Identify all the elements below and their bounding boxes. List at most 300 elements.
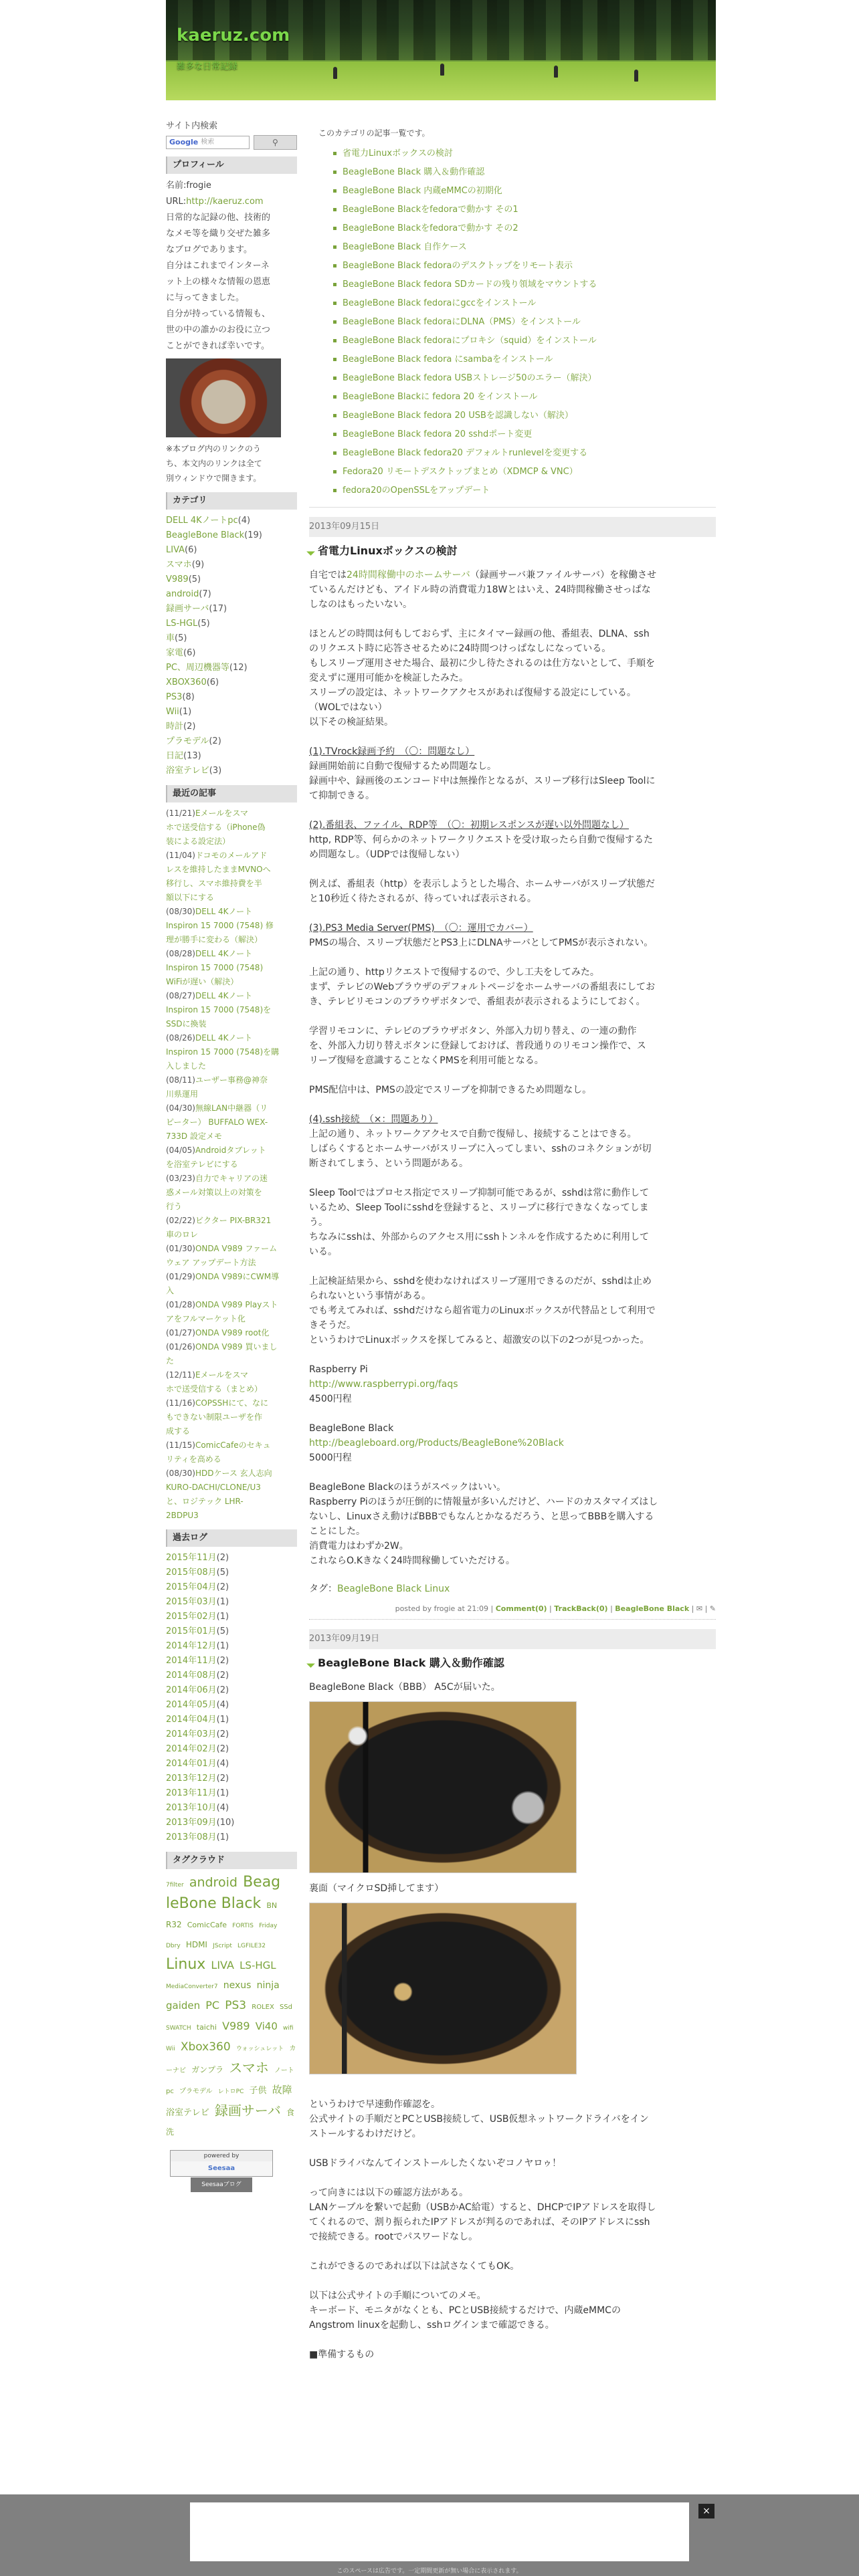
recent-post-title: ビクター PIX-BR321: [195, 1216, 272, 1225]
category-name: PS3: [166, 692, 183, 702]
tag-cloud-item[interactable]: 子供: [249, 2086, 267, 2096]
header-person-2: [440, 64, 444, 76]
sidebar: [166, 119, 297, 2188]
recent-post-title: 成する: [166, 1426, 191, 1436]
tag-cloud-item[interactable]: 食洗: [166, 2108, 295, 2137]
tag-cloud-item[interactable]: PS3: [225, 1999, 247, 2012]
close-icon[interactable]: ×: [698, 2504, 714, 2518]
sidebar-category-link[interactable]: [166, 764, 297, 778]
recent-post-date: (01/27): [166, 1328, 195, 1337]
recent-post-title: Inspiron 15 7000 (7548)を: [166, 1005, 272, 1014]
archive-link[interactable]: [166, 1566, 297, 1580]
archive-count: (10): [216, 1818, 235, 1828]
post-paragraph: [309, 1186, 716, 1259]
product-price: 4500円程: [309, 1394, 352, 1404]
recent-post-title: ドコモのメールアド: [195, 851, 268, 860]
post-line: いる。: [309, 1247, 337, 1257]
recent-post-line[interactable]: [166, 1481, 297, 1495]
tag-cloud-item[interactable]: Wii: [166, 2046, 175, 2052]
category-count: (5): [197, 619, 210, 629]
post-paragraph: [309, 1480, 716, 1568]
recent-post-line[interactable]: [166, 1424, 297, 1438]
recent-post-title: を浴室テレビにする: [166, 1160, 238, 1169]
recent-post-title: ONDA V989 買いまし: [195, 1342, 278, 1352]
category-article-link[interactable]: BeagleBone Black fedoraにプロキシ（squid）をインストール: [343, 332, 716, 350]
ad-overlay: [0, 2494, 859, 2576]
sidebar-category-link[interactable]: [166, 690, 297, 705]
recent-post-date: (08/28): [166, 949, 195, 958]
post-line: てくれるので、割り振られたIPアドレスが判るのであれば、そのIPアドレスにssh: [309, 2217, 650, 2228]
recent-post-title: レスを維持したままMVNOへ: [166, 865, 271, 874]
profile-url-link[interactable]: http://kaeruz.com: [186, 197, 264, 207]
tag-cloud-item[interactable]: leBone Black: [166, 1895, 262, 1912]
recent-post-line[interactable]: [166, 1453, 297, 1467]
recent-post-line[interactable]: [166, 877, 297, 891]
archive-link[interactable]: [166, 1610, 297, 1624]
recent-post-line[interactable]: [166, 1438, 297, 1453]
post-title: [308, 544, 716, 558]
category-article-link[interactable]: BeagleBone Blackをfedoraで動かす その2: [343, 219, 716, 238]
category-name: LS-HGL: [166, 619, 198, 629]
recent-post-title: と、ロジテック LHR-: [166, 1497, 244, 1506]
home-server-link[interactable]: 24時間稼働中のホームサーバ: [347, 570, 470, 580]
sidebar-category-link[interactable]: [166, 720, 297, 734]
recent-post-line[interactable]: [166, 835, 297, 849]
site-title[interactable]: kaeruz.com: [177, 25, 290, 45]
post-line: 学習リモコンに、テレビのブラウザボタン、外部入力切り替え、の一連の動作: [309, 1026, 637, 1037]
category-count: (8): [182, 692, 195, 702]
recent-post-line[interactable]: [166, 807, 297, 821]
tag-cloud-item[interactable]: HDMI: [185, 1940, 207, 1949]
tag-cloud-item[interactable]: プラモデル: [179, 2088, 213, 2095]
post-line: しなのはもったいない。: [309, 599, 412, 610]
tag-cloud-item[interactable]: android: [189, 1875, 237, 1890]
post-paragraph: [309, 2288, 716, 2333]
recent-post-line[interactable]: [166, 1031, 297, 1045]
recent-post-title: 行う: [166, 1202, 183, 1211]
recent-post-date: (04/05): [166, 1146, 195, 1155]
archive-month: 2015年01月: [166, 1626, 217, 1636]
recent-post-line[interactable]: [166, 905, 297, 919]
recent-post-title: KURO-DACHI/CLONE/U3: [166, 1483, 261, 1492]
search-icon: ⚲: [272, 138, 278, 147]
recent-post-title: ピーター） BUFFALO WEX-: [166, 1117, 268, 1127]
post-line: BeagleBone Blackのほうがスペックはいい。: [309, 1482, 506, 1493]
post-paragraph: [309, 627, 716, 730]
recent-post-line[interactable]: [166, 1368, 297, 1382]
archive-count: (2): [216, 1774, 229, 1784]
recent-post-title: Inspiron 15 7000 (7548) 修: [166, 921, 274, 930]
category-name: 録画サーバ: [166, 604, 209, 614]
archive-link[interactable]: [166, 1683, 297, 1698]
archive-link[interactable]: [166, 1742, 297, 1757]
post-line: を、外部入力切り替えボタンに登録しておけば、普段通りのリモコン操作で、ス: [309, 1041, 646, 1051]
tag-cloud-item[interactable]: gaiden: [166, 2000, 201, 2012]
tag-cloud-item[interactable]: ROLEX: [252, 2004, 274, 2011]
archive-link[interactable]: [166, 1698, 297, 1713]
category-count: (3): [209, 766, 222, 776]
post-line: LANケーブルを繋いで起動（USBかAC給電）すると、DHCPでIPアドレスを取得し: [309, 2202, 656, 2213]
sidebar-category-link[interactable]: [166, 528, 297, 543]
recent-post-title: 733D 設定メモ: [166, 1132, 222, 1141]
recent-post-line[interactable]: [166, 1270, 297, 1284]
archive-month: 2015年02月: [166, 1612, 217, 1622]
category-name: 時計: [166, 722, 184, 732]
category-article-link[interactable]: BeagleBone Black fedora 20 sshdポート変更: [343, 425, 716, 444]
tag-cloud-item[interactable]: ComicCafe: [187, 1921, 227, 1929]
sidebar-category-link[interactable]: [166, 675, 297, 690]
archive-link[interactable]: [166, 1654, 297, 1669]
archive-count: (2): [216, 1685, 229, 1695]
recent-post-line[interactable]: [166, 1326, 297, 1340]
recent-post-date: (12/11): [166, 1370, 195, 1380]
recent-post-date: (01/29): [166, 1272, 195, 1281]
post-line: リープ復帰を意識することなくPMSを利用可能となる。: [309, 1055, 544, 1066]
tag-cloud-item[interactable]: BN: [266, 1901, 278, 1910]
recent-post-line[interactable]: [166, 989, 297, 1003]
archive-month: 2014年12月: [166, 1641, 217, 1651]
tag-cloud-item[interactable]: Dbry: [166, 1943, 181, 1949]
archive-link[interactable]: [166, 1551, 297, 1566]
post-line: 上記の通り、httpリクエストで復帰するので、少し工夫をしてみた。: [309, 967, 599, 978]
archive-link[interactable]: [166, 1713, 297, 1727]
archive-link[interactable]: [166, 1639, 297, 1654]
category-count: (9): [191, 560, 205, 570]
sidebar-category-link[interactable]: [166, 558, 297, 572]
category-article-link[interactable]: BeagleBone Black 内蔵eMMCの初期化: [343, 182, 716, 201]
post-paragraph: [309, 877, 716, 906]
category-article-link[interactable]: Fedora20 リモートデスクトップまとめ（XDMCP & VNC）: [343, 463, 716, 481]
archive-month: 2014年11月: [166, 1656, 217, 1666]
post-date: 2013年09月15日: [309, 517, 716, 537]
post-footer: posted by frogie at 21:09 | Comment(0) | TrackBack(0) | BeagleBone Black | ✉ | ✎: [309, 1602, 716, 1620]
comment-link[interactable]: Comment(0): [495, 1604, 547, 1613]
archive-link[interactable]: [166, 1669, 297, 1683]
post-paragraph: [309, 568, 716, 582]
recent-post-line[interactable]: [166, 849, 297, 863]
post-line: というわけで早速動作確認を。: [309, 2099, 440, 2110]
recent-post-line[interactable]: [166, 933, 297, 947]
recent-post-title: Eメールをスマ: [195, 1370, 249, 1380]
recent-post-title: もできない制限ユーザを作: [166, 1412, 263, 1422]
category-article-link[interactable]: BeagleBone Black fedoraにgccをインストール: [343, 294, 716, 313]
recent-post-line[interactable]: [166, 1214, 297, 1228]
archive-link[interactable]: [166, 1772, 297, 1786]
recent-post-title: 惑メール対策以上の対策を: [166, 1188, 262, 1197]
recent-post-line[interactable]: [166, 1312, 297, 1326]
category-article-link[interactable]: BeagleBone Black fedora SDカードの残り領域をマウントする: [343, 276, 716, 294]
tag-cloud-item[interactable]: Friday: [259, 1923, 278, 1929]
search-input[interactable]: [166, 136, 250, 149]
tag-cloud-item[interactable]: ガンプラ: [191, 2065, 224, 2074]
tag-cloud-item[interactable]: PC: [205, 1999, 220, 2012]
profile-line: なメモ等を織り交ぜた雑多: [166, 229, 271, 239]
recent-post-line[interactable]: [166, 961, 297, 975]
archive-link[interactable]: [166, 1580, 297, 1595]
archive-link[interactable]: [166, 1830, 297, 1845]
tag-cloud-item[interactable]: SWATCH: [166, 2025, 191, 2032]
recent-post-line[interactable]: [166, 1003, 297, 1017]
recent-post-line[interactable]: [166, 1200, 297, 1214]
post-line: （WOLではない）: [309, 702, 387, 713]
post-line: て抑制できる。: [309, 790, 375, 801]
tag-cloud-item[interactable]: V989: [222, 2020, 250, 2032]
post-paragraph: [309, 2097, 716, 2141]
category-article-link[interactable]: 省電力Linuxボックスの検討: [343, 144, 716, 163]
tag-cloud-item[interactable]: 録画サーバ: [214, 2103, 281, 2119]
section-title: (3).PS3 Media Server(PMS) （〇：運用でカバー）: [309, 923, 533, 934]
recent-post-line[interactable]: [166, 1256, 297, 1270]
recent-post-line[interactable]: [166, 1073, 297, 1087]
tag-cloud-item[interactable]: nexus: [223, 1980, 252, 1991]
sidebar-category-link[interactable]: [166, 602, 297, 617]
tag-cloud-item[interactable]: Linux: [166, 1956, 206, 1973]
header-person-3: [554, 66, 558, 78]
leaf-icon: [306, 547, 315, 556]
post-line: というわけでLinuxボックスを探してみると、超激安の以下の2つが見つかった。: [309, 1335, 650, 1346]
category-article-link[interactable]: BeagleBone Blackに fedora 20 をインストール: [343, 388, 716, 407]
archive-link[interactable]: [166, 1727, 297, 1742]
recent-post-title: DELL 4Kノート: [195, 949, 253, 958]
archive-month: 2013年10月: [166, 1803, 217, 1813]
archive-month: 2015年03月: [166, 1597, 217, 1607]
category-name: BeagleBone Black: [166, 530, 245, 540]
category-name: プラモデル: [166, 736, 209, 746]
tag-cloud-item[interactable]: 浴室テレビ: [166, 2108, 209, 2118]
recent-post-line[interactable]: [166, 1410, 297, 1424]
recent-post-line[interactable]: [166, 821, 297, 835]
header-person-4: [634, 70, 638, 82]
archive-count: (4): [216, 1700, 229, 1710]
search-button[interactable]: [254, 135, 297, 150]
post-line: キーボード、モニタがなくとも、PCとUSB接続するだけで、内蔵eMMCの: [309, 2305, 621, 2316]
recent-post-line[interactable]: [166, 1087, 297, 1101]
recent-post-line[interactable]: [166, 1144, 297, 1158]
post-title-text[interactable]: 省電力Linuxボックスの検討: [318, 544, 458, 557]
archive-link[interactable]: [166, 1757, 297, 1772]
profile-line: 名前:frogie: [166, 181, 211, 191]
post-line: ちなみにsshは、外部からのアクセス用にsshトンネルを作成するために利用して: [309, 1232, 650, 1243]
seesaa-badge[interactable]: [170, 2150, 273, 2188]
recent-post-line[interactable]: [166, 1228, 297, 1242]
category-name: 日記: [166, 751, 184, 761]
recent-post-title: 車のロレ: [166, 1230, 199, 1239]
category-article-link[interactable]: BeagleBone Black fedora USBストレージ50のエラー（解決）: [343, 369, 716, 388]
category-article-link[interactable]: BeagleBone Black 自作ケース: [343, 238, 716, 257]
leaf-icon: [306, 1659, 315, 1668]
ad-banner[interactable]: [190, 2502, 689, 2561]
tag-cloud-item[interactable]: taichi: [196, 2023, 217, 2032]
tag-cloud-item[interactable]: wifi: [283, 2025, 294, 2032]
recent-post-line[interactable]: [166, 1509, 297, 1523]
post-line: で接続できる。rootでパスワードなし。: [309, 2232, 478, 2242]
profile-line: ことができれば幸いです。: [166, 341, 270, 351]
category-article-link[interactable]: BeagleBone Black 購入＆動作確認: [343, 163, 716, 182]
archive-link[interactable]: [166, 1624, 297, 1639]
board-front-photo[interactable]: [309, 1701, 577, 1873]
archive-month: 2013年08月: [166, 1832, 217, 1842]
recent-post-line[interactable]: [166, 1284, 297, 1298]
section-title: (4).ssh接続 （×：問題あり）: [309, 1114, 438, 1125]
tag-cloud-item[interactable]: R32: [166, 1920, 182, 1929]
category-count: (4): [237, 516, 251, 526]
tag-cloud-item[interactable]: LIVA: [211, 1959, 234, 1971]
recent-post-line[interactable]: [166, 1045, 297, 1059]
sidebar-category-link[interactable]: [166, 646, 297, 661]
archive-month: 2013年12月: [166, 1774, 217, 1784]
recent-post-title: Inspiron 15 7000 (7548)を購: [166, 1047, 280, 1057]
category-article-link[interactable]: BeagleBone Black fedora 20 USBを認識しない（解決）: [343, 407, 716, 425]
category-count: (17): [209, 604, 227, 614]
post-line: これができるのであれば以下は試さなくてもOK。: [309, 2261, 520, 2272]
tag-cloud-item[interactable]: レトロPC: [217, 2088, 244, 2095]
sidebar-category-link[interactable]: [166, 514, 297, 528]
sidebar-category-link[interactable]: [166, 734, 297, 749]
recent-post-line[interactable]: [166, 1172, 297, 1186]
recent-post-line[interactable]: [166, 1396, 297, 1410]
sidebar-category-link[interactable]: [166, 749, 297, 764]
tag-cloud-item[interactable]: FORTIS: [232, 1923, 254, 1929]
category-article-link[interactable]: BeagleBone Black fedora にsambaをインストール: [343, 350, 716, 369]
recent-post-title: 川県運用: [166, 1089, 199, 1099]
tag-cloud-item[interactable]: MediaConverter7: [166, 1983, 218, 1990]
category-name: スマホ: [166, 560, 192, 570]
category-article-link[interactable]: BeagleBone Black fedora20 デフォルトrunlevelを変更する: [343, 444, 716, 463]
tag-cloud-item[interactable]: Vi40: [255, 2020, 278, 2032]
tag-cloud-item[interactable]: 故障: [272, 2084, 292, 2096]
archive-link[interactable]: [166, 1786, 297, 1801]
recent-post-line[interactable]: [166, 1495, 297, 1509]
sidebar-category-link[interactable]: [166, 543, 297, 558]
post-line: られないという事情がある。: [309, 1291, 431, 1301]
post-paragraph: [309, 1083, 716, 1097]
category-count: (13): [183, 751, 201, 761]
recent-post-line[interactable]: [166, 919, 297, 933]
sidebar-category-link[interactable]: [166, 705, 297, 720]
tag-cloud-item[interactable]: Xbox360: [180, 2040, 231, 2054]
tag-cloud-item[interactable]: Beag: [243, 1874, 281, 1891]
tag-cloud-item[interactable]: 7filter: [166, 1882, 184, 1889]
category-article-link[interactable]: BeagleBone Blackをfedoraで動かす その1: [343, 201, 716, 219]
category-count: (6): [206, 677, 219, 687]
raspberrypi-link[interactable]: http://www.raspberrypi.org/faqs: [309, 1379, 458, 1390]
recent-post-title: ホで送受信する（iPhone偽: [166, 823, 266, 832]
tag-cloud-item[interactable]: ninja: [256, 1980, 280, 1991]
recent-post-line[interactable]: [166, 863, 297, 877]
tag-link[interactable]: BeagleBone Black Linux: [337, 1584, 450, 1594]
recent-post-line[interactable]: [166, 891, 297, 905]
post-title-text[interactable]: BeagleBone Black 購入＆動作確認: [318, 1656, 504, 1669]
share-icons[interactable]: | ✉ | ✎: [691, 1604, 716, 1613]
recent-post-date: (11/21): [166, 809, 195, 818]
sidebar-category-link[interactable]: [166, 631, 297, 646]
section-title: (2).番組表、ファイル、RDP等 （〇：初期レスポンスが遅い以外問題なし）: [309, 820, 629, 831]
tag-cloud-item[interactable]: LGFILE32: [237, 1943, 266, 1949]
recent-post-line[interactable]: [166, 1354, 297, 1368]
archive-heading: 過去ログ: [166, 1529, 297, 1547]
sidebar-category-link[interactable]: [166, 587, 297, 602]
site-header: [166, 0, 716, 100]
category-article-link[interactable]: BeagleBone Black fedoraのデスクトップをリモート表示: [343, 257, 716, 276]
recent-post-line[interactable]: [166, 947, 297, 961]
recent-post-title: ホで送受信する（まとめ）: [166, 1384, 263, 1394]
recent-post-line[interactable]: [166, 975, 297, 989]
category-article-link[interactable]: fedora20のOpenSSLをアップデート: [343, 481, 716, 500]
post-line: 上記検証結果から、sshdを使わなければスリープ運用できるのだが、sshdは止め: [309, 1276, 652, 1287]
category-article-link[interactable]: BeagleBone Black fedoraにDLNA（PMS）をインストール: [343, 313, 716, 332]
trackback-link[interactable]: TrackBack(0): [554, 1604, 608, 1613]
beagleboard-link[interactable]: http://beagleboard.org/Products/BeagleBone%20Black: [309, 1438, 564, 1448]
recent-post-line[interactable]: [166, 1130, 297, 1144]
tag-cloud-item[interactable]: SSd: [279, 2004, 292, 2011]
sidebar-category-link[interactable]: [166, 661, 297, 675]
recent-post-line[interactable]: [166, 1101, 297, 1115]
tag-cloud-item[interactable]: ウォッシュレット: [235, 2046, 284, 2052]
post-line: 上記の通り、ネットワークアクセスで自動で復帰し、接続することはできる。: [309, 1129, 637, 1140]
post-line: Angstrom linuxを起動し、sshログインまで確認できる。: [309, 2320, 555, 2331]
recent-post-line[interactable]: [166, 1186, 297, 1200]
recent-post-line[interactable]: [166, 1017, 297, 1031]
archive-link[interactable]: [166, 1816, 297, 1830]
post-line: 録画開始前に自動で復帰するため問題なし。: [309, 761, 496, 772]
archive-count: (2): [216, 1656, 229, 1666]
sidebar-category-link[interactable]: [166, 572, 297, 587]
profile-line: 世の中の誰かのお役に立つ: [166, 325, 271, 335]
post-line: http, RDP等、何らかのネットワークリクエストを受け取ったら自動で復帰するた: [309, 835, 654, 845]
sidebar-category-link[interactable]: [166, 617, 297, 631]
main-content: [309, 119, 716, 2362]
tag-cloud-item[interactable]: LS-HGL: [240, 1959, 276, 1971]
recent-post-date: (08/11): [166, 1075, 195, 1085]
recent-post-line[interactable]: [166, 1298, 297, 1312]
recent-post-title: COPSSHにて、なに: [195, 1398, 269, 1408]
post-line: スリープの設定は、ネットワークアクセスがあれば復帰する設定にしている。: [309, 687, 636, 698]
category-name: LIVA: [166, 545, 185, 555]
archive-link[interactable]: [166, 1595, 297, 1610]
post-line: PMSの場合、スリープ状態だとPS3上にDLNAサーバとしてPMSが表示されない。: [309, 938, 654, 948]
recent-post-line[interactable]: [166, 1059, 297, 1073]
recent-post-title: 2BDPU3: [166, 1511, 199, 1520]
category-name: V989: [166, 574, 189, 584]
post-paragraph: [309, 1127, 716, 1171]
archive-count: (5): [216, 1626, 229, 1636]
recent-post-line[interactable]: [166, 1382, 297, 1396]
board-back-photo[interactable]: [309, 1903, 577, 2074]
tag-cloud-item[interactable]: カーナビ: [166, 2045, 296, 2074]
recent-post-title: 入: [166, 1286, 175, 1295]
badge-bottom-text: Seesaaブログ: [191, 2177, 252, 2192]
post-line: 以下は公式サイトの手順についてのメモ。: [309, 2290, 486, 2301]
post-line: もしスリープ運用させた場合、最初に少し待たされるのは仕方ないとして、手順を: [309, 658, 656, 669]
recent-post-line[interactable]: [166, 1340, 297, 1354]
recent-post-title: DELL 4Kノート: [195, 907, 253, 916]
recent-post-date: (08/27): [166, 991, 195, 1000]
recent-post-line[interactable]: [166, 1158, 297, 1172]
archive-month: 2014年06月: [166, 1685, 217, 1695]
post-line: しばらくするとホームサーバがスリープに入ってしまい、sshのコネクションが切: [309, 1144, 652, 1154]
tag-cloud-item[interactable]: スマホ: [229, 2060, 269, 2076]
archive-link[interactable]: [166, 1801, 297, 1816]
tag-cloud: [166, 1873, 297, 2142]
recent-post-line[interactable]: [166, 1467, 297, 1481]
divider: [309, 507, 716, 508]
recent-post-line[interactable]: [166, 1115, 297, 1130]
recent-post-line[interactable]: [166, 1242, 297, 1256]
tag-cloud-item[interactable]: JScript: [213, 1943, 232, 1949]
category-link[interactable]: BeagleBone Black: [615, 1604, 690, 1613]
post-line: BeagleBone Black（BBB） A5Cが届いた。: [309, 1682, 500, 1693]
tag-cloud-item[interactable]: ノートpc: [166, 2067, 294, 2095]
